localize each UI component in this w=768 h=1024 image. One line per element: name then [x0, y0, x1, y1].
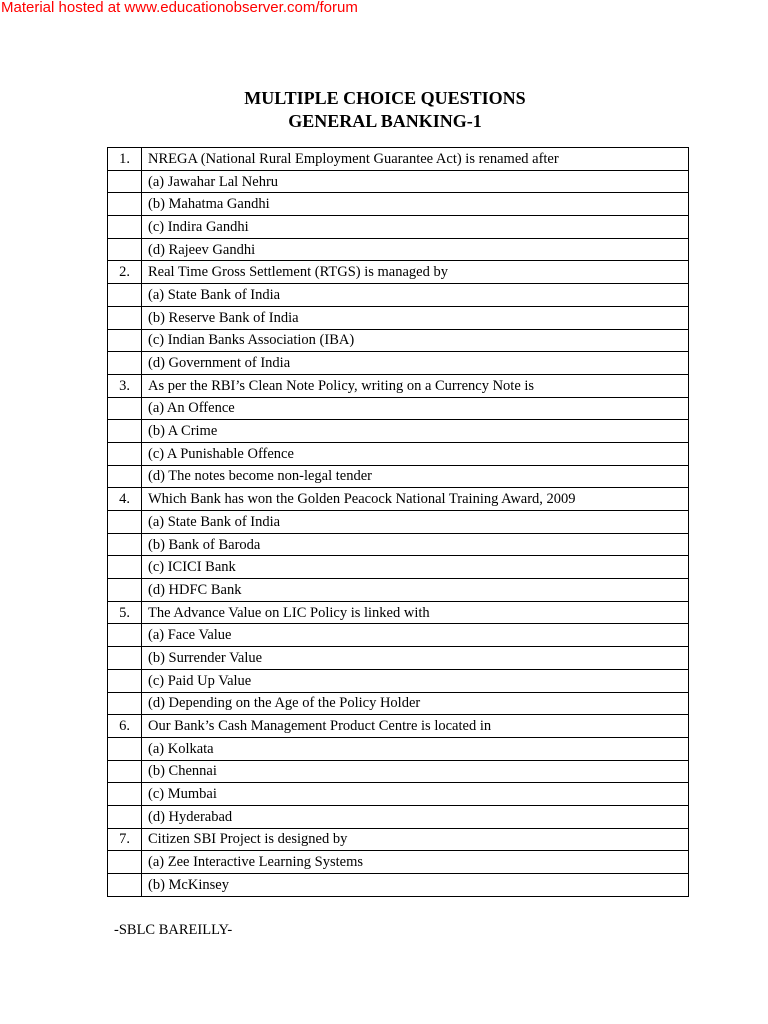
question-row [108, 148, 689, 171]
question-number: 3. [108, 374, 142, 397]
option-text: (d) Depending on the Age of the Policy Holder [142, 692, 689, 715]
page-title [0, 87, 768, 133]
option-text: (d) Government of India [142, 352, 689, 375]
question-row [108, 261, 689, 284]
option-number-cell [108, 851, 142, 874]
option-row [108, 511, 689, 534]
title-line-1: MULTIPLE CHOICE QUESTIONS [244, 88, 526, 108]
question-row [108, 488, 689, 511]
option-number-cell [108, 533, 142, 556]
question-text: The Advance Value on LIC Policy is linked with [142, 601, 689, 624]
option-number-cell [108, 193, 142, 216]
option-row [108, 669, 689, 692]
option-number-cell [108, 874, 142, 897]
option-row [108, 284, 689, 307]
option-row [108, 306, 689, 329]
option-number-cell [108, 238, 142, 261]
option-number-cell [108, 397, 142, 420]
option-row [108, 647, 689, 670]
question-number: 4. [108, 488, 142, 511]
question-number: 7. [108, 828, 142, 851]
option-row [108, 805, 689, 828]
option-number-cell [108, 465, 142, 488]
option-number-cell [108, 647, 142, 670]
question-text: Which Bank has won the Golden Peacock National Training Award, 2009 [142, 488, 689, 511]
option-text: (a) Jawahar Lal Nehru [142, 170, 689, 193]
footer-signature: -SBLC BAREILLY- [114, 922, 233, 938]
option-row [108, 579, 689, 602]
option-row [108, 193, 689, 216]
option-text: (a) State Bank of India [142, 511, 689, 534]
option-row [108, 216, 689, 239]
question-text: As per the RBI’s Clean Note Policy, writing on a Currency Note is [142, 374, 689, 397]
option-text: (d) The notes become non-legal tender [142, 465, 689, 488]
question-number: 6. [108, 715, 142, 738]
option-text: (b) Reserve Bank of India [142, 306, 689, 329]
option-number-cell [108, 352, 142, 375]
option-text: (b) Bank of Baroda [142, 533, 689, 556]
question-table [107, 147, 689, 897]
option-row [108, 760, 689, 783]
option-number-cell [108, 442, 142, 465]
option-row [108, 737, 689, 760]
option-text: (d) Hyderabad [142, 805, 689, 828]
title-line-2: GENERAL BANKING-1 [288, 111, 482, 131]
option-text: (c) ICICI Bank [142, 556, 689, 579]
option-text: (c) Indira Gandhi [142, 216, 689, 239]
option-text: (d) Rajeev Gandhi [142, 238, 689, 261]
option-row [108, 397, 689, 420]
option-row [108, 329, 689, 352]
watermark-link[interactable]: Material hosted at www.educationobserver.com/forum [1, 0, 358, 16]
option-row [108, 556, 689, 579]
question-number: 2. [108, 261, 142, 284]
option-text: (d) HDFC Bank [142, 579, 689, 602]
option-row [108, 624, 689, 647]
option-text: (a) An Offence [142, 397, 689, 420]
option-number-cell [108, 306, 142, 329]
option-text: (c) Mumbai [142, 783, 689, 806]
option-number-cell [108, 329, 142, 352]
option-number-cell [108, 783, 142, 806]
option-text: (b) Surrender Value [142, 647, 689, 670]
option-text: (b) Chennai [142, 760, 689, 783]
option-row [108, 238, 689, 261]
option-number-cell [108, 737, 142, 760]
question-number: 5. [108, 601, 142, 624]
option-text: (a) Face Value [142, 624, 689, 647]
option-row [108, 692, 689, 715]
option-text: (b) Mahatma Gandhi [142, 193, 689, 216]
option-text: (c) A Punishable Offence [142, 442, 689, 465]
option-number-cell [108, 579, 142, 602]
question-row [108, 828, 689, 851]
option-number-cell [108, 760, 142, 783]
option-number-cell [108, 170, 142, 193]
option-number-cell [108, 284, 142, 307]
option-row [108, 352, 689, 375]
option-number-cell [108, 805, 142, 828]
option-text: (c) Paid Up Value [142, 669, 689, 692]
option-text: (a) Kolkata [142, 737, 689, 760]
question-text: Citizen SBI Project is designed by [142, 828, 689, 851]
option-row [108, 170, 689, 193]
option-number-cell [108, 216, 142, 239]
question-row [108, 374, 689, 397]
option-number-cell [108, 669, 142, 692]
question-text: Real Time Gross Settlement (RTGS) is managed by [142, 261, 689, 284]
option-text: (c) Indian Banks Association (IBA) [142, 329, 689, 352]
option-number-cell [108, 624, 142, 647]
question-text: NREGA (National Rural Employment Guarantee Act) is renamed after [142, 148, 689, 171]
option-row [108, 442, 689, 465]
question-row [108, 715, 689, 738]
option-text: (a) Zee Interactive Learning Systems [142, 851, 689, 874]
question-row [108, 601, 689, 624]
option-number-cell [108, 420, 142, 443]
option-number-cell [108, 692, 142, 715]
option-row [108, 874, 689, 897]
question-number: 1. [108, 148, 142, 171]
option-number-cell [108, 511, 142, 534]
option-row [108, 533, 689, 556]
option-text: (b) McKinsey [142, 874, 689, 897]
option-row [108, 851, 689, 874]
option-row [108, 420, 689, 443]
option-text: (b) A Crime [142, 420, 689, 443]
question-text: Our Bank’s Cash Management Product Centre is located in [142, 715, 689, 738]
option-row [108, 465, 689, 488]
option-text: (a) State Bank of India [142, 284, 689, 307]
option-number-cell [108, 556, 142, 579]
option-row [108, 783, 689, 806]
